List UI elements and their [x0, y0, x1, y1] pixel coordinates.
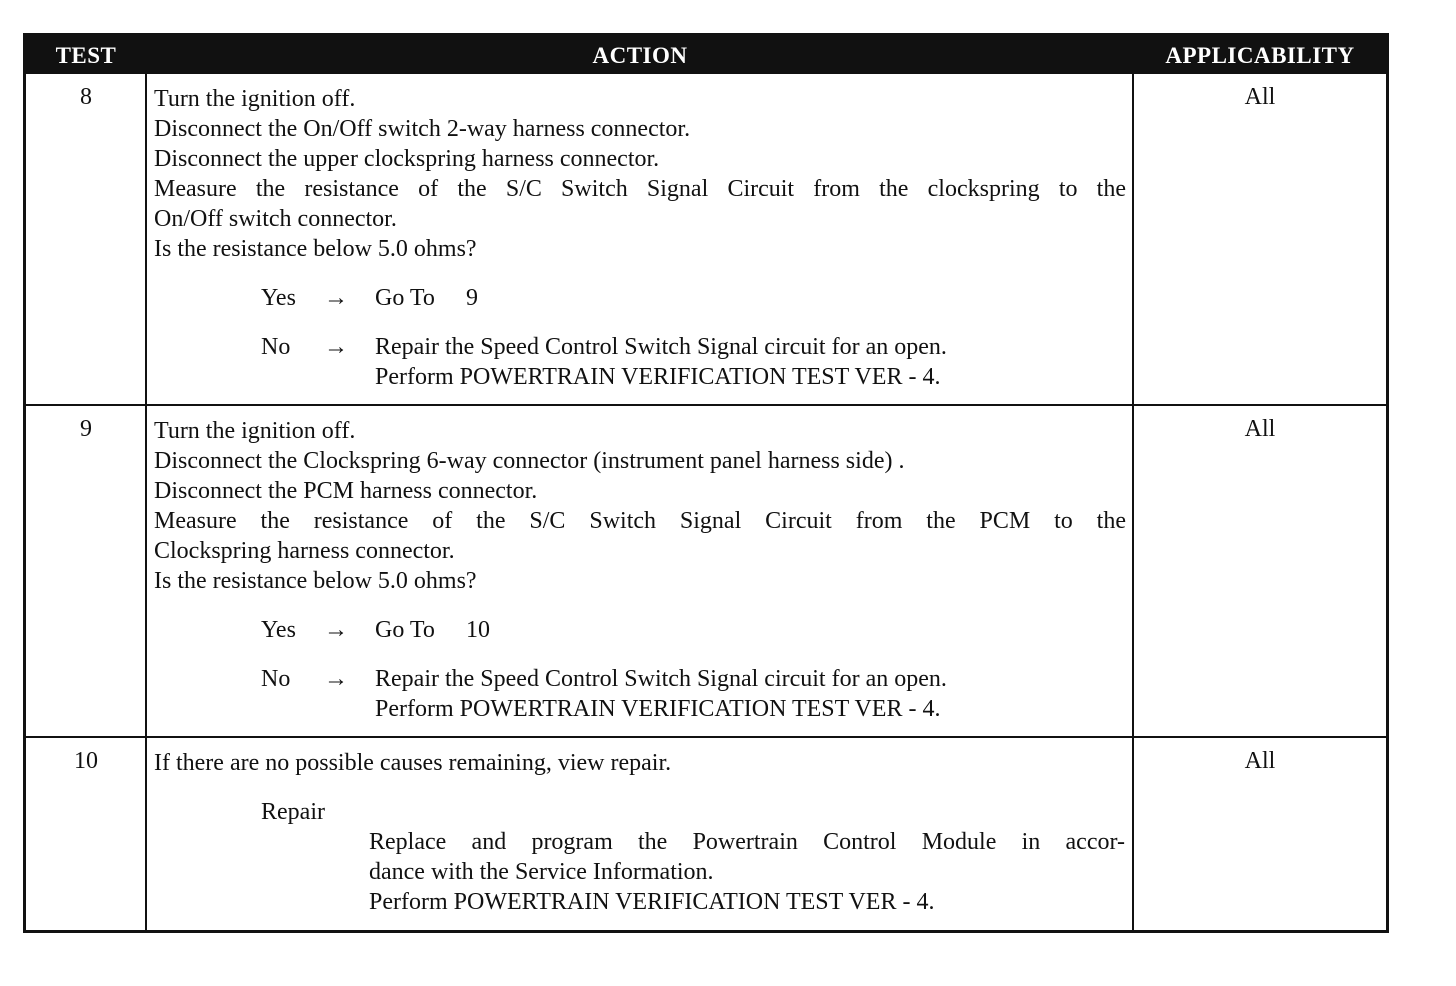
no-branch	[154, 664, 1126, 694]
repair-instructions	[369, 827, 1125, 917]
goto-label: Go To	[375, 285, 435, 311]
repair-line: Replace and program the Powertrain Control Module in accor-	[369, 829, 1125, 855]
yes-branch	[154, 283, 1126, 313]
no-action-text: Repair the Speed Control Switch Signal circuit for an open.	[375, 334, 947, 360]
arrow-right-icon: →	[324, 285, 348, 311]
table-header	[26, 36, 1386, 74]
repair-label: Repair	[261, 799, 325, 825]
goto-target: 10	[466, 617, 490, 643]
repair-line: Perform POWERTRAIN VERIFICATION TEST VER - 4.	[369, 889, 935, 915]
yes-branch	[154, 615, 1126, 645]
header-test: TEST	[55, 43, 117, 68]
goto-label: Go To	[375, 617, 435, 643]
diagnostic-table	[23, 33, 1389, 933]
header-applicability: APPLICABILITY	[1165, 43, 1355, 68]
arrow-right-icon: →	[324, 666, 348, 692]
arrow-right-icon: →	[324, 334, 348, 360]
no-branch	[154, 332, 1126, 362]
no-action-text: Repair the Speed Control Switch Signal circuit for an open.	[375, 666, 947, 692]
header-action: ACTION	[592, 43, 688, 68]
yes-label: Yes	[261, 285, 296, 311]
action-question: Is the resistance below 5.0 ohms?	[154, 568, 477, 594]
table-row-test-9	[26, 406, 1386, 736]
action-intro: If there are no possible causes remaining, view repair.	[154, 750, 672, 776]
action-step: Turn the ignition off.	[154, 418, 356, 444]
action-step: Disconnect the upper clockspring harness connector.	[154, 146, 660, 172]
test-number: 10	[74, 748, 98, 774]
action-step: Disconnect the PCM harness connector.	[154, 478, 538, 504]
yes-label: Yes	[261, 617, 296, 643]
test-number: 8	[80, 84, 92, 110]
action-step: Measure the resistance of the S/C Switch Signal Circuit from the PCM to the	[154, 508, 1126, 534]
action-step: Disconnect the On/Off switch 2-way harness connector.	[154, 116, 691, 142]
action-step: Disconnect the Clockspring 6-way connector (instrument panel harness side) .	[154, 448, 905, 474]
arrow-right-icon: →	[324, 617, 348, 643]
no-perform-text: Perform POWERTRAIN VERIFICATION TEST VER - 4.	[375, 696, 941, 722]
applicability-value: All	[1244, 84, 1276, 110]
applicability-value: All	[1244, 748, 1276, 774]
action-step: Measure the resistance of the S/C Switch Signal Circuit from the clockspring to the	[154, 176, 1126, 202]
no-label: No	[261, 666, 291, 692]
repair-line: dance with the Service Information.	[369, 859, 714, 885]
action-cell	[154, 748, 1126, 917]
test-number: 9	[80, 416, 92, 442]
table-row-test-8	[26, 74, 1386, 404]
action-step: Clockspring harness connector.	[154, 538, 455, 564]
no-label: No	[261, 334, 291, 360]
table-row-test-10	[26, 738, 1386, 930]
action-question: Is the resistance below 5.0 ohms?	[154, 236, 477, 262]
no-perform-text: Perform POWERTRAIN VERIFICATION TEST VER - 4.	[375, 364, 941, 390]
goto-target: 9	[466, 285, 478, 311]
action-cell	[154, 84, 1126, 392]
applicability-value: All	[1244, 416, 1276, 442]
action-step: On/Off switch connector.	[154, 206, 397, 232]
action-cell	[154, 416, 1126, 724]
action-step: Turn the ignition off.	[154, 86, 356, 112]
